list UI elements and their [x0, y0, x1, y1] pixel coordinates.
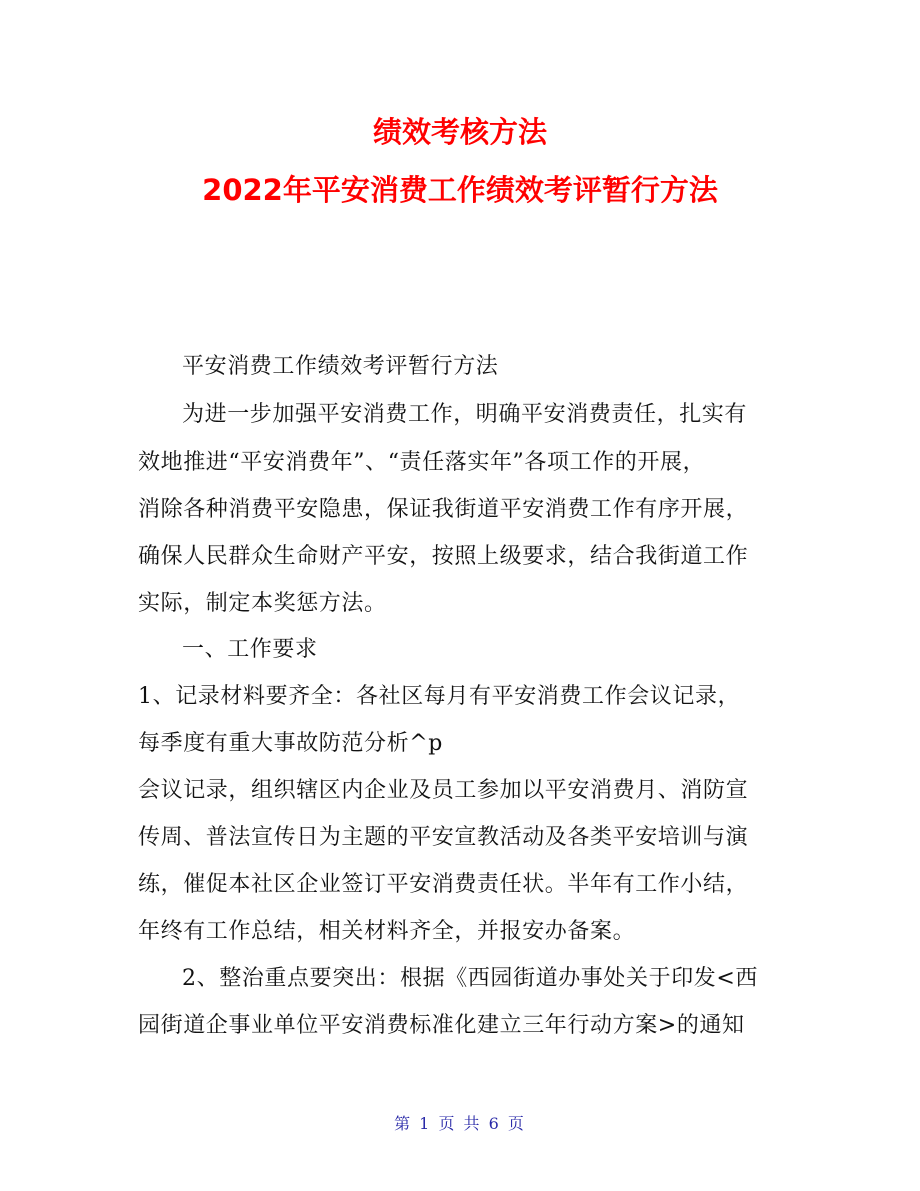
- document-subtitle: 2022年平安消费工作绩效考评暂行方法: [202, 173, 718, 207]
- paragraph-line: 2、整治重点要突出：根据《西园街道办事处关于印发<西: [182, 966, 759, 991]
- paragraph-line: 传周、普法宣传日为主题的平安宣教活动及各类平安培训与演: [138, 825, 749, 850]
- paragraph-line: 园街道企事业单位平安消费标准化建立三年行动方案>的通知: [138, 1013, 745, 1038]
- paragraph-line: 年终有工作总结，相关材料齐全，并报安办备案。: [138, 919, 636, 944]
- paragraph-line: 为进一步加强平安消费工作，明确平安消费责任，扎实有: [182, 402, 748, 427]
- page-number: 第 1 页 共 6 页: [394, 1114, 526, 1133]
- paragraph-line: 效地推进“平安消费年”、“责任落实年”各项工作的开展，: [138, 450, 706, 475]
- paragraph-line: 会议记录，组织辖区内企业及员工参加以平安消费月、消防宣: [138, 778, 749, 803]
- paragraph-line: 1、记录材料要齐全：各社区每月有平安消费工作会议记录，: [138, 684, 741, 709]
- paragraph-line: 实际，制定本奖惩方法。: [138, 591, 387, 616]
- body-heading: 平安消费工作绩效考评暂行方法: [182, 354, 499, 379]
- paragraph-line: 每季度有重大事故防范分析^p: [138, 731, 443, 756]
- paragraph-line: 练，催促本社区企业签订平安消费责任状。半年有工作小结，: [138, 872, 749, 897]
- section-heading: 一、工作要求: [182, 637, 318, 662]
- document-title: 绩效考核方法: [372, 115, 547, 149]
- paragraph-line: 消除各种消费平安隐患，保证我街道平安消费工作有序开展，: [138, 497, 749, 522]
- paragraph-line: 确保人民群众生命财产平安，按照上级要求，结合我街道工作: [138, 544, 749, 569]
